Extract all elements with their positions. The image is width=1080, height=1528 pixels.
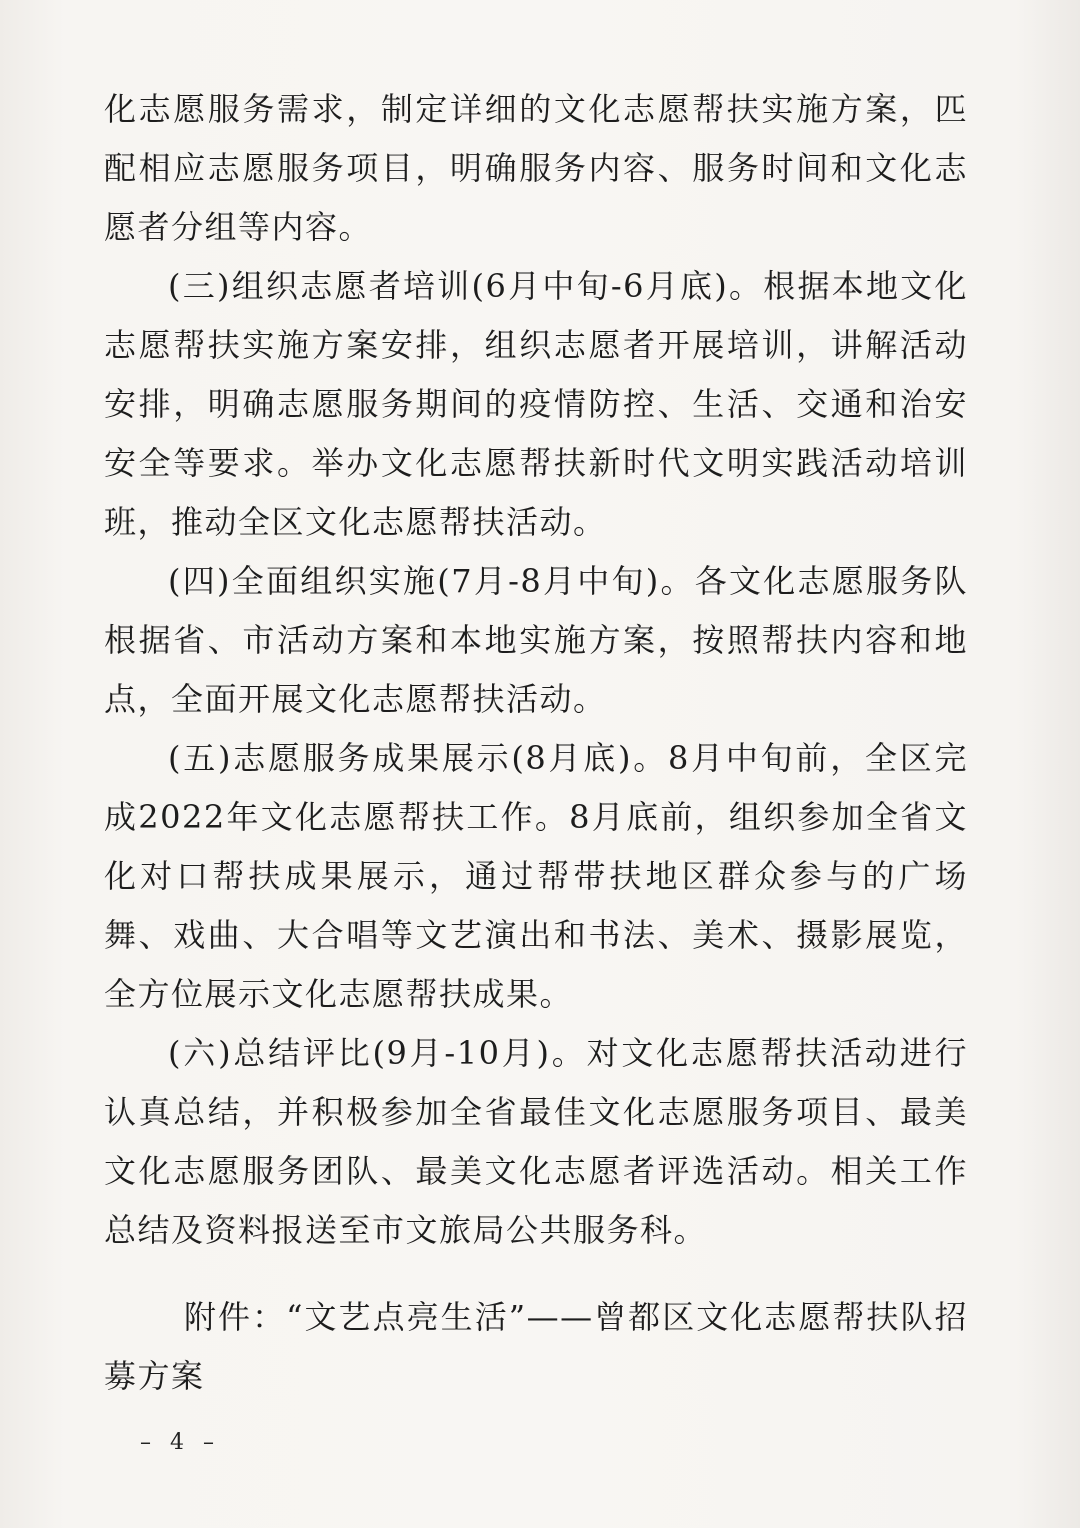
attachment-line: 附件：“文艺点亮生活”——曾都区文化志愿帮扶队招募方案 [104, 1298, 968, 1395]
paragraph-section-3: (三)组织志愿者培训(6月中旬-6月底)。根据本地文化志愿帮扶实施方案安排，组织志愿者开展培训，讲解活动安排，明确志愿服务期间的疫情防控、生活、交通和治安安全等要求。举办文化志愿帮扶新时代文明实践活动培训班，推动全区文化志愿帮扶活动。 [104, 267, 968, 541]
paragraph-section-6: (六)总结评比(9月-10月)。对文化志愿帮扶活动进行认真总结，并积极参加全省最佳文化志愿服务项目、最美文化志愿服务团队、最美文化志愿者评选活动。相关工作总结及资料报送至市文旅局公共服务科。 [104, 1034, 968, 1249]
document-body [104, 80, 968, 1406]
paragraph-section-5: (五)志愿服务成果展示(8月底)。8月中旬前，全区完成2022年文化志愿帮扶工作。8月底前，组织参加全省文化对口帮扶成果展示，通过帮带扶地区群众参与的广场舞、戏曲、大合唱等文艺演出和书法、美术、摄影展览，全方位展示文化志愿帮扶成果。 [104, 739, 968, 1013]
paragraph-section-4: (四)全面组织实施(7月-8月中旬)。各文化志愿服务队根据省、市活动方案和本地实施方案，按照帮扶内容和地点，全面开展文化志愿帮扶活动。 [104, 562, 968, 718]
paragraph-continuation: 化志愿服务需求，制定详细的文化志愿帮扶实施方案，匹配相应志愿服务项目，明确服务内容、服务时间和文化志愿者分组等内容。 [104, 90, 968, 246]
page-number: – 4 – [140, 1430, 220, 1455]
